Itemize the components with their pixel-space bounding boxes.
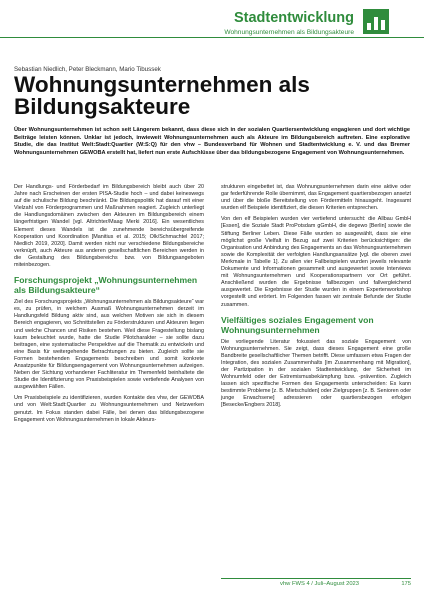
article-title	[14, 74, 414, 118]
title-line-2: Bildungsakteure	[14, 94, 191, 119]
paragraph-case-studies: Von den elf Beispielen wurden vier vertiefend untersucht: die Allbau GmbH [Essen], die Soziale Stadt ProPotsdam gGmbH, die degewo [Berlin] sowie die Stiftung Berliner Leben. Diese Fälle wurden so ausgewählt, dass sie eine möglichst große Vielfalt in Bezug auf zwei Kriterien berücksichtigen: die Organisation und Anbindung des Engagements an das Wohnungsunternehmen sowie die Komplexität der verfolgten Handlungsansätze [vgl. die oberen zwei Merkmale in Tabelle 1]. Zu allen vier Fallbeispielen wurden jeweils relevante Dokumente und Informationen gesammelt und ausgewertet sowie Interviews mit Wohnungsunternehmen und Kooperationspartnern vor Ort geführt. Anschließend wurden die Ergebnisse fallbezogen und fallvergleichend ausgewertet. Die Ergebnisse der Studie wurden in einem Expertenworkshop vorgestellt und erörtert. Im Folgenden fassen wir zentrale Befunde der Studie zusammen.	[221, 216, 411, 308]
right-column	[221, 184, 411, 414]
section-title: Stadtentwicklung	[233, 10, 354, 26]
paragraph-literature: Die vorliegende Literatur fokussiert das soziale Engagement von Wohnungsunternehmen. Sie zeigt, dass dieses Engagement eine große Bandbreite gesellschaftlicher Themen betrifft. Diese umfassen etwa Fragen der Integration, des sozialen Zusammenhalts [im Zusammenhang mit Migration], der Partizipation in der sozialen Stadtentwicklung, der Sicherheit im Wohnumfeld oder der Extremismusbekämpfung bzw. -prävention. Zugleich lassen sich spezifische Formen des Engagements unterscheiden: Es kann bestimmte Probleme [z. B. Mietschulden] oder Zielgruppen [z. B. Senioren oder junge Erwachsene] adressieren oder quartiersbezogen erfolgen [Besecke/Engbers 2018].	[221, 338, 411, 409]
page-header	[0, 0, 424, 44]
paragraph-case-selection: Um Praxisbeispiele zu identifizieren, wurden Kontakte des vhw, der GEWOBA und von Welt:Stadt:Quartier zu Wohnungsunternehmen und Netzwerken genutzt. Im Fokus standen dabei Fälle, bei denen das bildungsbezogene Engagement von Wohnungsunternehmen in lokale Akteurs-	[14, 395, 204, 423]
article-lead: Über Wohnungsunternehmen ist schon seit Längerem bekannt, dass diese sich in der sozialen Quartiersentwicklung engagieren und dort wichtige Beiträge leisten können. Unklar ist jedoch, inwieweit Wohnungsunternehmen auch als Akteure im Bildungsbereich auftreten. Eine explorative Studie, die das Institut Welt:Stadt:Quartier (W:S:Q) für den vhw – Bundesverband für Wohnen und Stadtentwicklung e. V. und das Bremer Wohnungsunternehmen GEWOBA erstellt hat, liefert nun erste Aufschlüsse über das bildungsbezogene Engagement von Wohnungsunternehmen.	[14, 127, 410, 156]
header-divider	[0, 37, 424, 38]
article-authors: Sebastian Niedlich, Peter Bleckmann, Mario Tibussek	[14, 66, 161, 73]
journal-issue: vhw FWS 4 / Juli–August 2023	[280, 581, 359, 587]
heading-social-engagement: Vielfältiges soziales Engagement von Wohnungsunternehmen	[221, 314, 374, 335]
footer-divider	[221, 578, 411, 579]
page-number: 175	[401, 581, 411, 587]
paragraph-intro: Der Handlungs- und Förderbedarf im Bildungsbereich bleibt auch über 20 Jahre nach Erscheinen der ersten PISA-Studie hoch – und dabei keineswegs auf die schulische Bildung beschränkt. Die Bildungspolitik hat darauf mit einer Vielzahl von Förderprogrammen und Maßnahmen reagiert. Zugleich unterliegt die Handlungsdomäinen zwischen den Akteuren im Bildungsbereich einem längerfristigen Wandel [vgl. Altrichter/Maag Merki 2016]. Ein wesentliches Element dieses Wandels ist die zunehmende bereichsübergreifende Kooperation und Koordination [Manitius et al. 2015; Olk/Schmachtel 2017; Niedlich 2019, 2020]. Damit werden nicht nur verschiedene Bildungsbereiche verknüpft, auch Akteure aus anderen gesellschaftlichen Bereichen werden in die Gestaltung des Bildungsbereichs bzw. von Bildungsangeboten miteinbezogen.	[14, 184, 204, 269]
section-logo-icon	[363, 9, 389, 34]
left-column	[14, 184, 204, 428]
section-subtitle: Wohnungsunternehmen als Bildungsakteure	[224, 29, 354, 36]
title-line-1: Wohnungsunternehmen als	[14, 72, 310, 97]
paragraph-project-aim: Ziel des Forschungsprojekts „Wohnungsunternehmen als Bildungsakteure“ war es, zu prüfen, in welchem Ausmaß Wohnungsunternehmen derzeit im Handlungsfeld Bildung aktiv sind, aus welchen Motiven sie sich in diesem Bereich engagieren, wo Schnittstellen zu Förderstrukturen und Akteuren liegen und welche Chancen und Risiken bestehen. Weil diese Fragestellung bislang kaum beleuchtet wurde, hatte die Studie Pilotcharakter – sie sollte dazu beitragen, eine systematische Perspektive auf die Thematik zu entwickeln und eine Basis für weitergehende Betrachtungen zu bieten. Zugleich sollte sie Formen bestehenden Engagements beschreiben und somit konkrete Ansatzpunkte für Bildungsengagement von Wohnungsunternehmen aufzeigen. Neben der Sichtung vorhandener Fachliteratur im Themenfeld beinhaltete die Studie die Identifizierung von Praxisbeispielen sowie vertiefende Analysen von ausgewählten Fällen.	[14, 299, 204, 391]
heading-research-project: Forschungsprojekt „Wohnungsunternehmen als Bildungsakteure“	[14, 275, 198, 296]
paragraph-criteria: strukturen eingebettet ist, das Wohnungsunternehmen darin eine aktive oder gar federführende Rolle übernimmt, das Engagement quartiersbezogen ansetzt und über die bloße Bereitstellung von Fördermitteln hinausgeht. Insgesamt wurden elf Beispiele identifiziert, die diesen Kriterien entsprechen.	[221, 184, 411, 212]
